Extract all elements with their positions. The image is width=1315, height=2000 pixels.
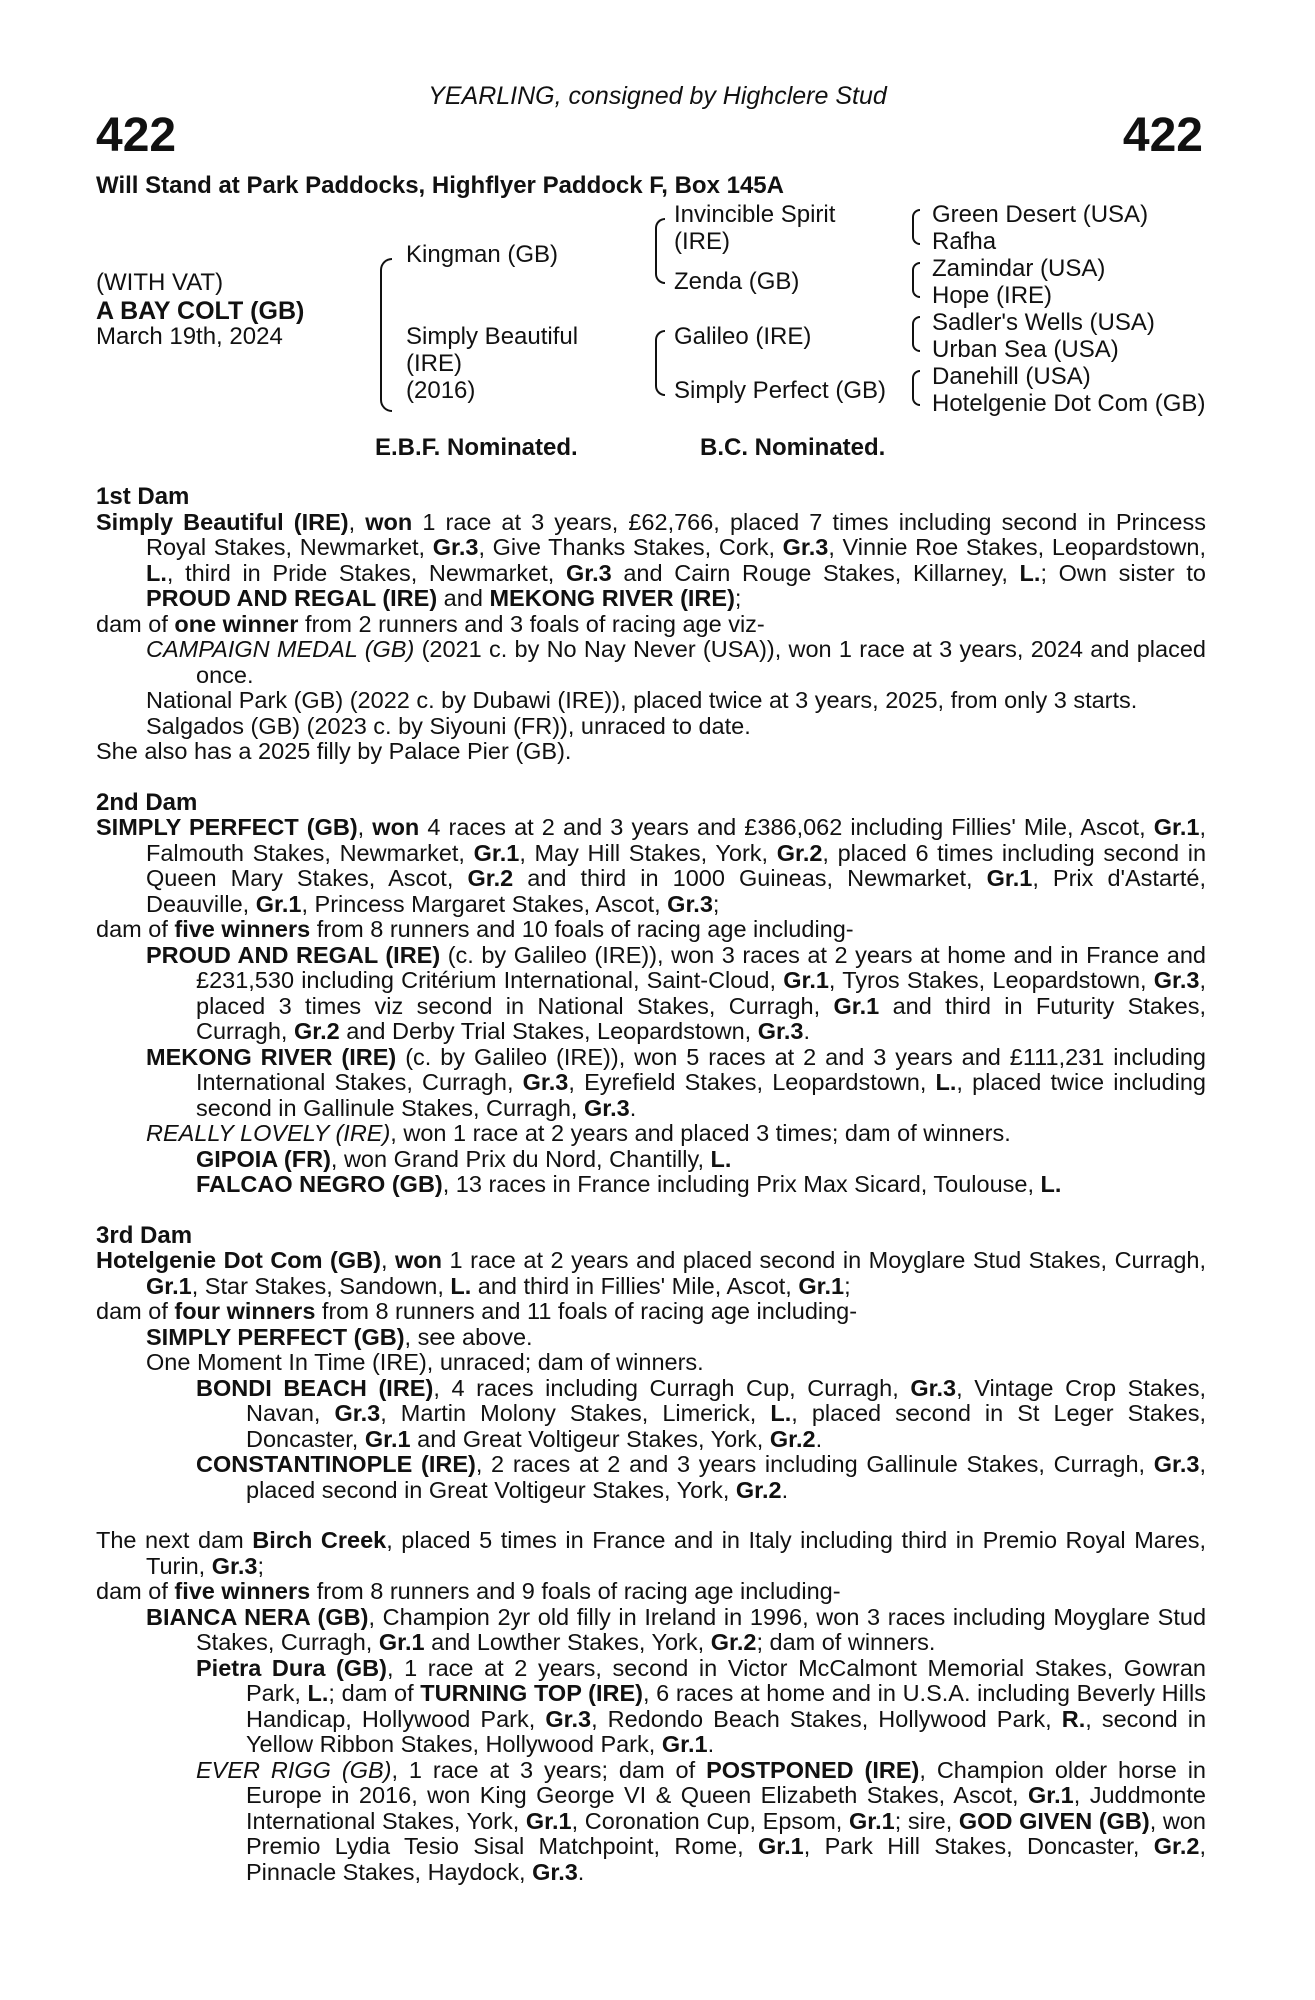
second-dam-produce-2: MEKONG RIVER (IRE) (c. by Galileo (IRE)), won 5 races at 2 and 3 years and £111,231 including International Stakes, Curragh, Gr.3, Eyrefield Stakes, Leopardstown, L., placed twice including second in Gallinule Stakes, Curragh, Gr.3.	[146, 1043, 1206, 1121]
third-dam-heading: 3rd Dam	[96, 1221, 193, 1249]
second-dam-produce-1: PROUD AND REGAL (IRE) (c. by Galileo (IRE)), won 3 races at 2 years at home and in France and £231,530 including Critérium International, Saint-Cloud, Gr.1, Tyros Stakes, Leopardstown, Gr.3, placed 3 times viz second in National Stakes, Curragh, Gr.1 and third in Futurity Stakes, Curragh, Gr.2 and Derby Trial Stakes, Leopardstown, Gr.3.	[146, 941, 1206, 1044]
sire-sire-dam: Rafha	[932, 228, 997, 255]
sire-dam-sire: Zamindar (USA)	[932, 255, 1106, 282]
first-dam-foal-2: National Park (GB) (2022 c. by Dubawi (IRE)), placed twice at 3 years, 2025, from only 3 starts.	[146, 687, 1138, 713]
brace-gen3b	[912, 262, 920, 298]
second-dam-grandproduce-1: GIPOIA (FR), won Grand Prix du Nord, Chantilly, L.	[196, 1145, 732, 1172]
dam-sire-dam: Urban Sea (USA)	[932, 336, 1119, 363]
sire-sire-line1: Invincible Spirit	[674, 201, 836, 228]
brace-gen2a	[655, 218, 665, 284]
fourth-dam-produce-summary: dam of five winners from 8 runners and 9 foals of racing age including-	[96, 1578, 841, 1604]
second-dam-record: SIMPLY PERFECT (GB), won 4 races at 2 and 3 years and £386,062 including Fillies' Mile, Ascot, Gr.1, Falmouth Stakes, Newmarket, Gr.1, May Hill Stakes, York, Gr.2, placed 6 times including second in Queen Mary Stakes, Ascot, Gr.2 and third in 1000 Guineas, Newmarket, Gr.1, Prix d'Astarté, Deauville, Gr.1, Princess Margaret Stakes, Ascot, Gr.3;	[96, 814, 1207, 917]
second-dam-grandproduce-2: FALCAO NEGRO (GB), 13 races in France including Prix Max Sicard, Toulouse, L.	[196, 1171, 1062, 1197]
ebf-nomination: E.B.F. Nominated.	[375, 434, 578, 461]
sire-sire-sire: Green Desert (USA)	[932, 201, 1149, 228]
third-dam-grandproduce-2: CONSTANTINOPLE (IRE), 2 races at 2 and 3 years including Gallinule Stakes, Curragh, Gr.3, placed second in Great Voltigeur Stakes, York, Gr.2.	[196, 1451, 1207, 1503]
vat-note: (WITH VAT)	[96, 269, 224, 296]
catalogue-body	[96, 484, 1206, 1885]
fourth-dam-grandproduce-1: Pietra Dura (GB), 1 race at 2 years, second in Victor McCalmont Memorial Stakes, Gowran Park, L.; dam of TURNING TOP (IRE), 6 races at home and in U.S.A. including Beverly Hills Handicap, Hollywood Park, Gr.3, Redondo Beach Stakes, Hollywood Park, R., second in Yellow Ribbon Stakes, Hollywood Park, Gr.1.	[196, 1654, 1207, 1757]
lot-number-right: 422	[1122, 109, 1203, 162]
foaling-date: March 19th, 2024	[96, 323, 283, 350]
fourth-dam-produce-1: BIANCA NERA (GB), Champion 2yr old filly in Ireland in 1996, won 3 races including Moyglare Stud Stakes, Curragh, Gr.1 and Lowther Stakes, York, Gr.2; dam of winners.	[146, 1603, 1207, 1655]
dam-line1: Simply Beautiful	[406, 323, 579, 350]
dam-sire-sire: Sadler's Wells (USA)	[932, 309, 1155, 336]
second-dam-heading: 2nd Dam	[96, 788, 198, 816]
fourth-dam-grandproduce-2: EVER RIGG (GB), 1 race at 3 years; dam of POSTPONED (IRE), Champion older horse in Europe in 2016, won King George VI & Queen Elizabeth Stakes, Ascot, Gr.1, Juddmonte International Stakes, York, Gr.1, Coronation Cup, Epsom, Gr.1; sire, GOD GIVEN (GB), won Premio Lydia Tesio Sisal Matchpoint, Rome, Gr.1, Park Hill Stakes, Doncaster, Gr.2, Pinnacle Stakes, Haydock, Gr.3.	[196, 1756, 1207, 1885]
first-dam-produce-summary: dam of one winner from 2 runners and 3 foals of racing age viz-	[96, 610, 765, 637]
dam-sire: Galileo (IRE)	[674, 323, 812, 350]
dam-line3: (2016)	[406, 377, 476, 404]
fourth-dam-record: The next dam Birch Creek, placed 5 times in France and in Italy including third in Premio Royal Mares, Turin, Gr.3;	[96, 1527, 1207, 1579]
first-dam-record: Simply Beautiful (IRE), won 1 race at 3 years, £62,766, placed 7 times including second in Princess Royal Stakes, Newmarket, Gr.3, Give Thanks Stakes, Cork, Gr.3, Vinnie Roe Stakes, Leopardstown, L., third in Pride Stakes, Newmarket, Gr.3 and Cairn Rouge Stakes, Killarney, L.; Own sister to PROUD AND REGAL (IRE) and MEKONG RIVER (IRE);	[96, 508, 1206, 611]
third-dam-produce-2: One Moment In Time (IRE), unraced; dam of winners.	[146, 1349, 704, 1375]
bc-nomination: B.C. Nominated.	[700, 434, 886, 461]
brace-gen3a	[912, 209, 920, 245]
dam-dam: Simply Perfect (GB)	[674, 377, 887, 404]
brace-gen3d	[912, 370, 920, 406]
third-dam-grandproduce-1: BONDI BEACH (IRE), 4 races including Curragh Cup, Curragh, Gr.3, Vintage Crop Stakes, Navan, Gr.3, Martin Molony Stakes, Limerick, L., placed second in St Leger Stakes, Doncaster, Gr.1 and Great Voltigeur Stakes, York, Gr.2.	[196, 1374, 1207, 1452]
sire-dam: Zenda (GB)	[674, 268, 800, 295]
horse-name: A BAY COLT (GB)	[96, 297, 305, 325]
brace-gen1	[380, 258, 392, 412]
first-dam-foal-3: Salgados (GB) (2023 c. by Siyouni (FR)), unraced to date.	[146, 712, 751, 739]
dam-dam-dam: Hotelgenie Dot Com (GB)	[932, 390, 1206, 417]
second-dam-produce-summary: dam of five winners from 8 runners and 10 foals of racing age including-	[96, 916, 854, 942]
third-dam-record: Hotelgenie Dot Com (GB), won 1 race at 2 years and placed second in Moyglare Stud Stakes, Curragh, Gr.1, Star Stakes, Sandown, L. and third in Fillies' Mile, Ascot, Gr.1;	[96, 1247, 1207, 1299]
dam-dam-sire: Danehill (USA)	[932, 363, 1091, 390]
first-dam-also: She also has a 2025 filly by Palace Pier (GB).	[96, 738, 572, 764]
dam-line2: (IRE)	[406, 350, 462, 377]
consignor-line: YEARLING, consigned by Highclere Stud	[428, 82, 887, 110]
first-dam-heading: 1st Dam	[96, 483, 190, 510]
brace-gen2b	[655, 330, 665, 396]
brace-gen3c	[912, 316, 920, 352]
first-dam-foal-1: CAMPAIGN MEDAL (GB) (2021 c. by No Nay Never (USA)), won 1 race at 3 years, 2024 and placed once.	[146, 636, 1206, 688]
third-dam-produce-summary: dam of four winners from 8 runners and 11 foals of racing age including-	[96, 1298, 858, 1324]
third-dam-produce-1: SIMPLY PERFECT (GB), see above.	[146, 1323, 533, 1350]
sire-sire-line2: (IRE)	[674, 228, 730, 255]
sire-dam-dam: Hope (IRE)	[932, 282, 1053, 309]
lot-number-left: 422	[96, 109, 177, 162]
stand-location: Will Stand at Park Paddocks, Highflyer Paddock F, Box 145A	[96, 172, 784, 199]
sire: Kingman (GB)	[406, 241, 559, 268]
second-dam-produce-3: REALLY LOVELY (IRE), won 1 race at 2 years and placed 3 times; dam of winners.	[146, 1120, 1011, 1146]
